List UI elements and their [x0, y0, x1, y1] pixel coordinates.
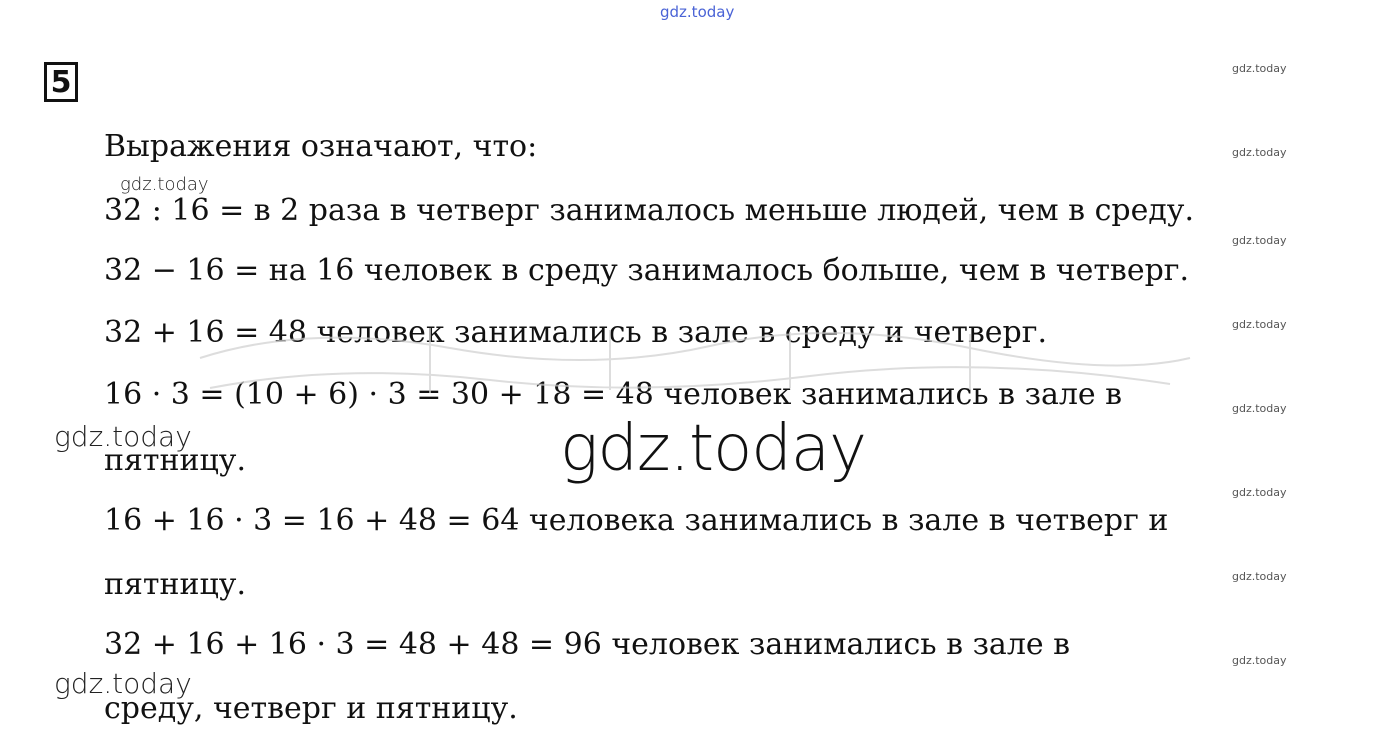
solution-line: среду, четверг и пятницу.: [104, 691, 518, 726]
solution-line: 32 − 16 = на 16 человек в среду занималось больше, чем в четверг.: [104, 253, 1190, 288]
task-number-box: [44, 62, 78, 102]
watermark-side: gdz.today: [1232, 318, 1287, 331]
watermark-mid: gdz.today: [120, 174, 209, 195]
watermark-side: gdz.today: [1232, 486, 1287, 499]
watermark-side: gdz.today: [1232, 62, 1287, 75]
solution-line: 16 + 16 · 3 = 16 + 48 = 64 человека занимались в зале в четверг и: [104, 503, 1169, 538]
watermark-mid: gdz.today: [54, 667, 192, 700]
watermark-large: gdz.today: [560, 412, 866, 486]
watermark-side: gdz.today: [1232, 402, 1287, 415]
solution-line: пятницу.: [104, 567, 246, 602]
watermark-logo-overlay: [190, 318, 1200, 398]
watermark-side: gdz.today: [1232, 146, 1287, 159]
watermark-side: gdz.today: [1232, 570, 1287, 583]
solution-line: 32 : 16 = в 2 раза в четверг занималось меньше людей, чем в среду.: [104, 193, 1194, 228]
solution-line: 32 + 16 + 16 · 3 = 48 + 48 = 96 человек занимались в зале в: [104, 627, 1071, 662]
solution-line: 16 · 3 = (10 + 6) · 3 = 30 + 18 = 48 человек занимались в зале в: [104, 377, 1123, 412]
solution-line: 32 + 16 = 48 человек занимались в зале в среду и четверг.: [104, 315, 1047, 350]
solution-line: пятницу.: [104, 443, 246, 478]
watermark-top: gdz.today: [660, 3, 735, 21]
task-number: 5: [50, 64, 72, 100]
watermark-mid: gdz.today: [54, 420, 192, 453]
solution-line: Выражения означают, что:: [104, 129, 538, 164]
watermark-side: gdz.today: [1232, 234, 1287, 247]
watermark-side: gdz.today: [1232, 654, 1287, 667]
